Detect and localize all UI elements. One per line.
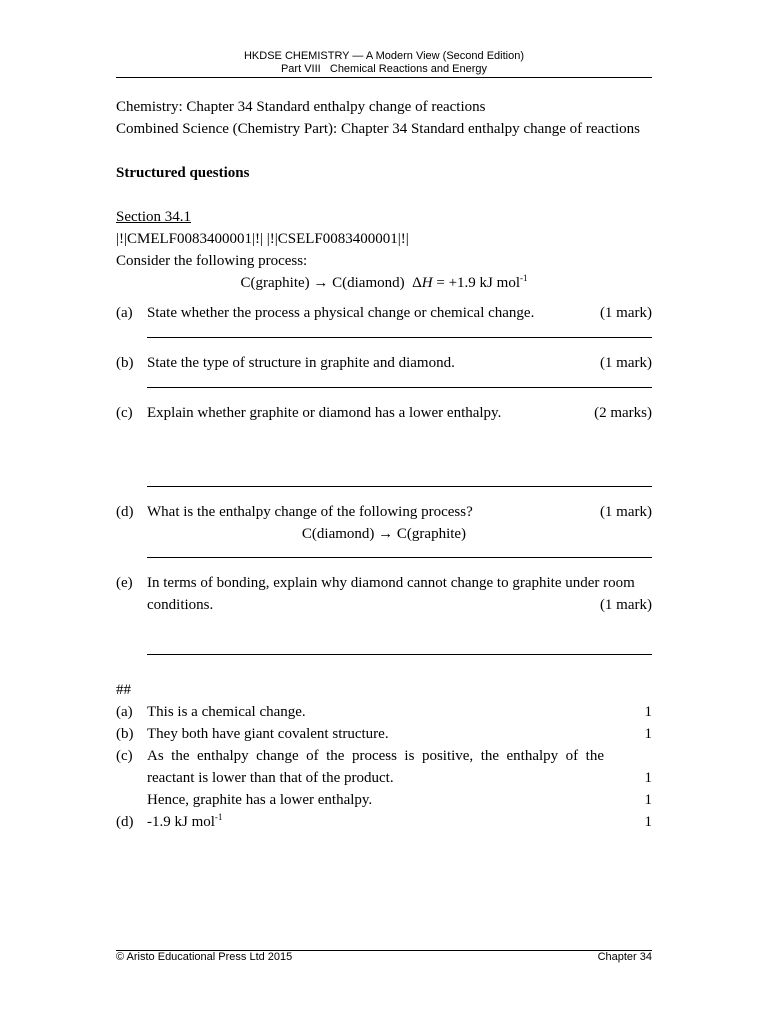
answer-line-b[interactable] — [147, 374, 652, 388]
page-footer — [116, 950, 652, 964]
answer-text: Hence, graphite has a lower enthalpy. — [147, 792, 373, 808]
question-marks: (1 mark) — [599, 305, 652, 321]
question-c — [116, 402, 652, 424]
question-label: (e) — [116, 575, 133, 591]
section-number: Section 34.1 — [116, 209, 191, 225]
answer-line-c[interactable] — [147, 424, 652, 487]
page-header — [116, 50, 652, 78]
answer-d-value: -1.9 kJ mol — [147, 814, 215, 830]
answer-b — [116, 723, 652, 745]
enthalpy-symbol: H — [421, 275, 433, 291]
question-marks: (1 mark) — [599, 597, 652, 613]
question-a — [116, 302, 652, 324]
answer-label: (b) — [116, 726, 134, 742]
chemistry-chapter-line: Chemistry: Chapter 34 Standard enthalpy change of reactions — [116, 99, 486, 115]
header-book-title: HKDSE CHEMISTRY — A Modern View (Second Edition) — [243, 50, 524, 62]
answer-mark: 1 — [644, 704, 652, 720]
answers-marker: ## — [116, 682, 131, 698]
question-text: State the type of structure in graphite and diamond. — [147, 355, 455, 371]
answer-c-line3 — [116, 789, 652, 811]
delta-symbol: Δ — [412, 275, 422, 291]
question-text: In terms of bonding, explain why diamond cannot change to graphite under room — [147, 575, 635, 591]
combined-science-chapter-line: Combined Science (Chemistry Part): Chapter 34 Standard enthalpy change of reactions — [116, 121, 641, 137]
answer-mark: 1 — [644, 792, 652, 808]
question-e — [116, 572, 652, 594]
answer-a — [116, 701, 652, 723]
footer-chapter: Chapter 34 — [597, 951, 652, 963]
question-marks: (1 mark) — [599, 504, 652, 520]
process-equation — [116, 272, 652, 294]
question-label: (b) — [116, 355, 134, 371]
question-code: |!|CMELF0083400001|!| |!|CSELF0083400001|!| — [116, 231, 409, 247]
answer-d — [116, 811, 652, 833]
question-e-cont — [116, 594, 652, 616]
answer-text — [147, 811, 604, 833]
process-rhs: = +1.9 kJ mol — [432, 275, 520, 291]
question-text: What is the enthalpy change of the following process? — [147, 504, 473, 520]
answer-label: (d) — [116, 814, 134, 830]
answer-label: (c) — [116, 748, 133, 764]
answer-line-d[interactable] — [147, 545, 652, 558]
question-label: (c) — [116, 405, 133, 421]
answer-mark: 1 — [644, 726, 652, 742]
question-marks: (2 marks) — [594, 405, 652, 421]
question-d-equation: C(diamond) → C(graphite) — [301, 526, 467, 542]
question-label: (a) — [116, 305, 133, 321]
question-text-cont: conditions. — [147, 597, 214, 613]
question-b — [116, 352, 652, 374]
question-label: (d) — [116, 504, 134, 520]
question-marks: (1 mark) — [599, 355, 652, 371]
answer-mark: 1 — [644, 814, 652, 830]
answer-mark: 1 — [644, 770, 652, 786]
answer-label: (a) — [116, 704, 133, 720]
section-heading: Structured questions — [116, 165, 250, 181]
answer-text: They both have giant covalent structure. — [147, 726, 389, 742]
question-text: Explain whether graphite or diamond has a lower enthalpy. — [147, 405, 502, 421]
answer-c-line2 — [116, 767, 652, 789]
header-part-title: Part VIII Chemical Reactions and Energy — [280, 63, 488, 75]
question-text: State whether the process a physical change or chemical change. — [147, 305, 535, 321]
answer-text: As the enthalpy change of the process is positive, the enthalpy of the — [147, 748, 604, 764]
process-lhs: C(graphite) → C(diamond) — [240, 275, 405, 291]
answer-c — [116, 745, 652, 767]
question-d — [116, 501, 652, 523]
footer-copyright: © Aristo Educational Press Ltd 2015 — [116, 951, 293, 963]
page-content — [116, 96, 652, 833]
question-stem: Consider the following process: — [116, 253, 308, 269]
answer-text: This is a chemical change. — [147, 704, 306, 720]
answer-line-a[interactable] — [147, 324, 652, 338]
answer-text: reactant is lower than that of the product. — [147, 770, 394, 786]
answer-line-e[interactable] — [147, 616, 652, 655]
process-unit-sup: -1 — [519, 273, 528, 283]
answer-d-unit-sup: -1 — [214, 812, 223, 822]
